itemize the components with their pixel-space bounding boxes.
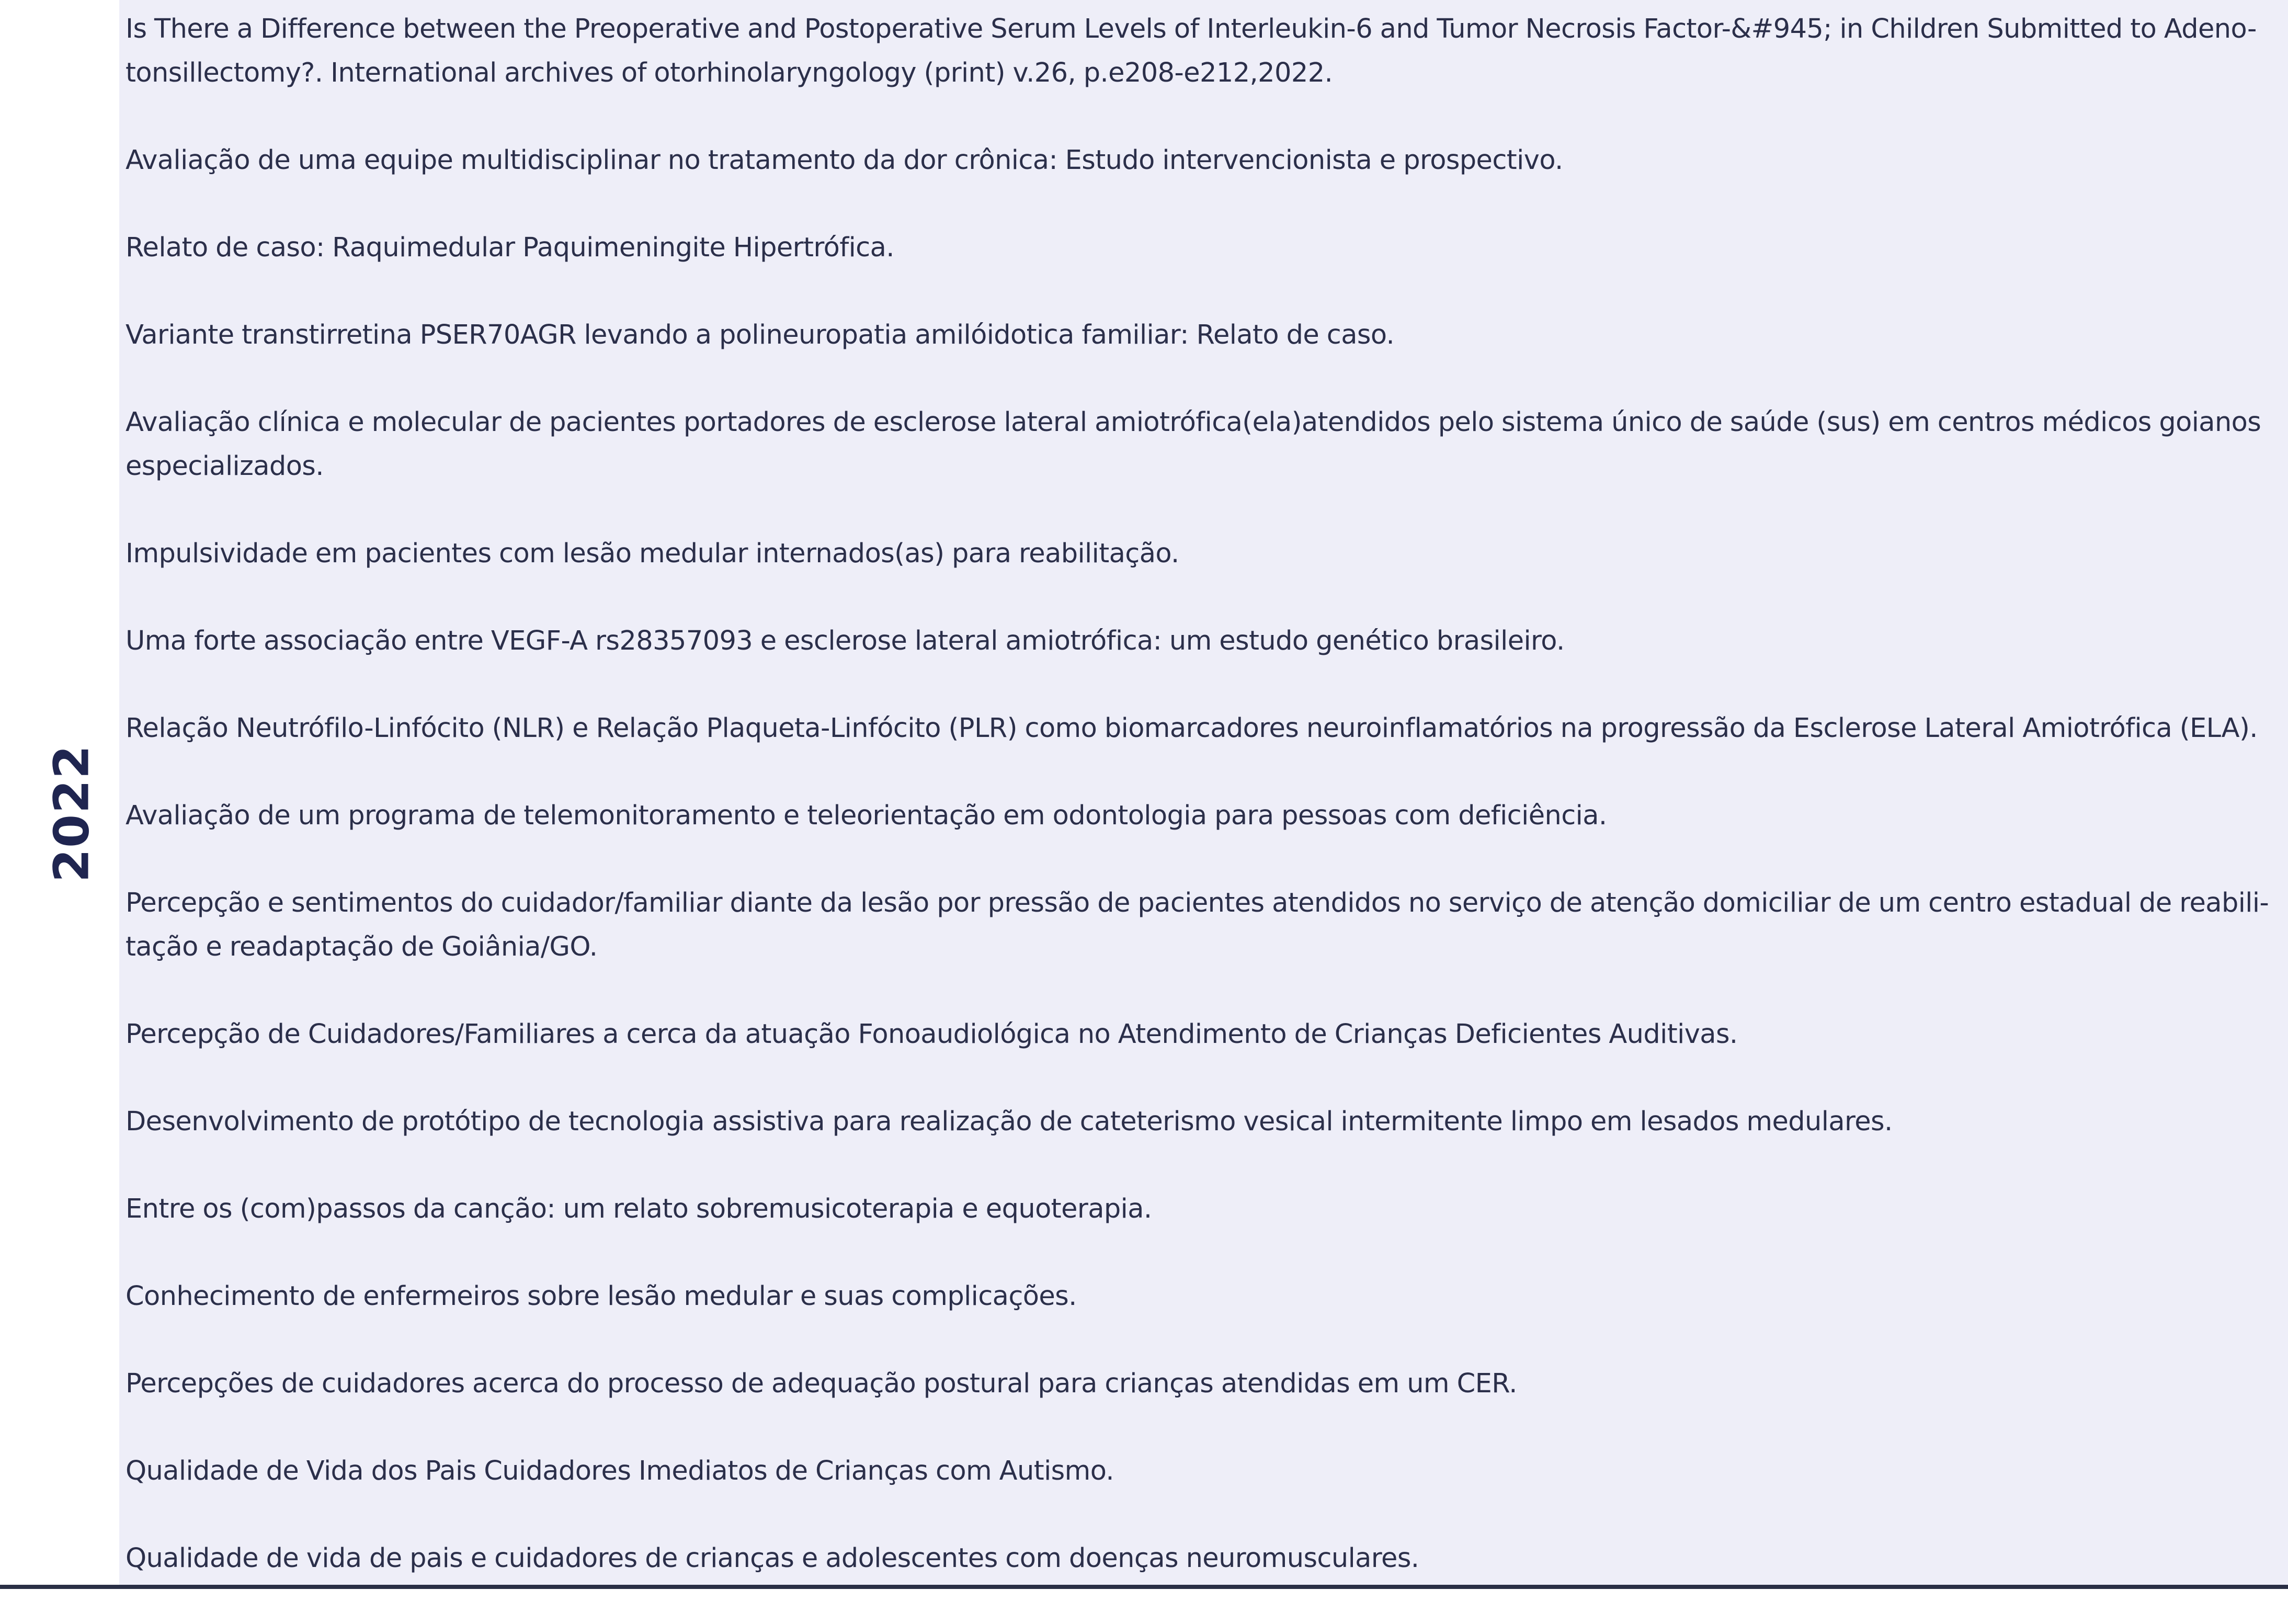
publications-panel bbox=[119, 0, 2288, 1585]
publication-item: Avaliação de uma equipe multidisciplinar no tratamento da dor crônica: Estudo intervencionista e prospectivo. bbox=[126, 145, 1563, 176]
publication-item: Percepções de cuidadores acerca do processo de adequação postural para crianças atendidas em um CER. bbox=[126, 1368, 1517, 1399]
publication-item: Conhecimento de enfermeiros sobre lesão medular e suas complicações. bbox=[126, 1281, 1077, 1312]
year-column bbox=[0, 0, 119, 1585]
publication-list bbox=[126, 7, 2278, 1624]
publication-item: Qualidade de vida de pais e cuidadores de crianças e adolescentes com doenças neuromusculares. bbox=[126, 1543, 1419, 1574]
bottom-divider bbox=[0, 1585, 2288, 1589]
year-label: 2022 bbox=[43, 744, 100, 883]
publication-item: Percepção e sentimentos do cuidador/familiar diante da lesão por pressão de pacientes atendidos no serviço de atenção domiciliar de um centro estadual de reabili-tação e readaptação de Goiânia/GO. bbox=[126, 888, 2269, 962]
publication-item: Uma forte associação entre VEGF-A rs28357093 e esclerose lateral amiotrófica: um estudo genético brasileiro. bbox=[126, 626, 1565, 656]
publication-item: Percepção de Cuidadores/Familiares a cerca da atuação Fonoaudiológica no Atendimento de Crianças Deficientes Auditivas. bbox=[126, 1019, 1738, 1050]
publication-item: Is There a Difference between the Preoperative and Postoperative Serum Levels of Interleukin-6 and Tumor Necrosis Factor-&#945; in Children Submitted to Adeno-tonsillectomy?. International archives of otorhinolaryngology (print) v.26, p.e208-e212,2022. bbox=[126, 14, 2257, 88]
publication-item: Qualidade de Vida dos Pais Cuidadores Imediatos de Crianças com Autismo. bbox=[126, 1456, 1114, 1486]
publication-item: Entre os (com)passos da canção: um relato sobremusicoterapia e equoterapia. bbox=[126, 1194, 1152, 1224]
publication-item: Impulsividade em pacientes com lesão medular internados(as) para reabilitação. bbox=[126, 538, 1179, 569]
publication-item: Variante transtirretina PSER70AGR levando a polineuropatia amilóidotica familiar: Relato de caso. bbox=[126, 320, 1395, 350]
publication-item: Relação Neutrófilo-Linfócito (NLR) e Relação Plaqueta-Linfócito (PLR) como biomarcadores neuroinflamatórios na progressão da Esclerose Lateral Amiotrófica (ELA). bbox=[126, 713, 2258, 744]
publication-item: Relato de caso: Raquimedular Paquimeningite Hipertrófica. bbox=[126, 232, 894, 263]
publication-item: Desenvolvimento de protótipo de tecnologia assistiva para realização de cateterismo vesical intermitente limpo em lesados medulares. bbox=[126, 1106, 1893, 1137]
publication-item: Avaliação de um programa de telemonitoramento e teleorientação em odontologia para pessoas com deficiência. bbox=[126, 800, 1607, 831]
publication-item: Avaliação clínica e molecular de pacientes portadores de esclerose lateral amiotrófica(ela)atendidos pelo sistema único de saúde (sus) em centros médicos goianos especializados. bbox=[126, 407, 2261, 482]
